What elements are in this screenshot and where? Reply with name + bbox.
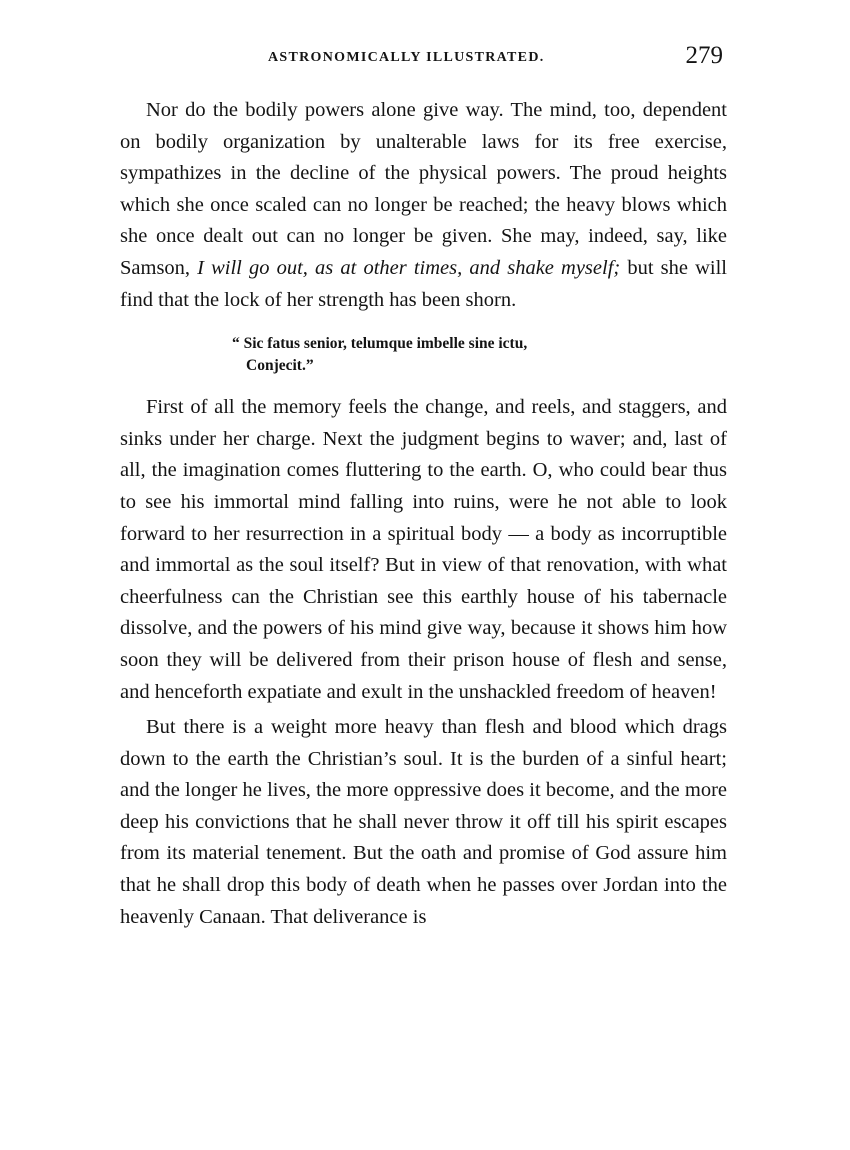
- paragraph-1-text-start: Nor do the bodily powers alone give way. The mind, too, dependent on bodily organization by unalterable laws for its free exercise, sympathizes in the decline of the physical powers. The proud heights which she once scaled can no longer be reached; the heavy blows which she once dealt out can no longer be given. She may, indeed, say, like Samson,: [120, 99, 727, 279]
- scripture-quote: I will go out, as at other times, and shake myself;: [197, 256, 621, 279]
- running-head: [120, 42, 727, 74]
- latin-quote-line-2: Conjecit.”: [246, 357, 314, 375]
- paragraph-1-text-end: but she will find that the lock of her strength has been shorn.: [120, 256, 727, 311]
- latin-quote-line-1: “ Sic fatus senior, telumque imbelle sine ictu,: [232, 335, 528, 353]
- body-text: [120, 95, 727, 933]
- running-title: ASTRONOMICALLY ILLUSTRATED.: [268, 50, 545, 65]
- paragraph-1: [120, 95, 727, 316]
- paragraph-3: But there is a weight more heavy than flesh and blood which drags down to the earth the Christian’s soul. It is the burden of a sinful heart; and the longer he lives, the more oppressive does it become, and the more deep his convictions that he shall never throw it off till his spirit escapes from its material tenement. But the oath and promise of God assure him that he shall drop this body of death when he passes over Jordan into the heavenly Canaan. That deliverance is: [120, 716, 727, 928]
- page-number: 279: [685, 42, 723, 69]
- paragraph-2: First of all the memory feels the change, and reels, and staggers, and sinks under her charge. Next the judgment begins to waver; and, last of all, the imagination comes fluttering to the earth. O, who could bear thus to see his immortal mind falling into ruins, were he not able to look forward to her resurrection in a spiritual body — a body as incorruptible and immortal as the soul itself? But in view of that renovation, with what cheerfulness can the Christian see this earthly house of his tabernacle dissolve, and the powers of his mind give way, because it shows him how soon they will be delivered from their prison house of flesh and sense, and henceforth expatiate and exult in the unshackled freedom of heaven!: [120, 396, 727, 703]
- latin-block-quote: [232, 333, 727, 377]
